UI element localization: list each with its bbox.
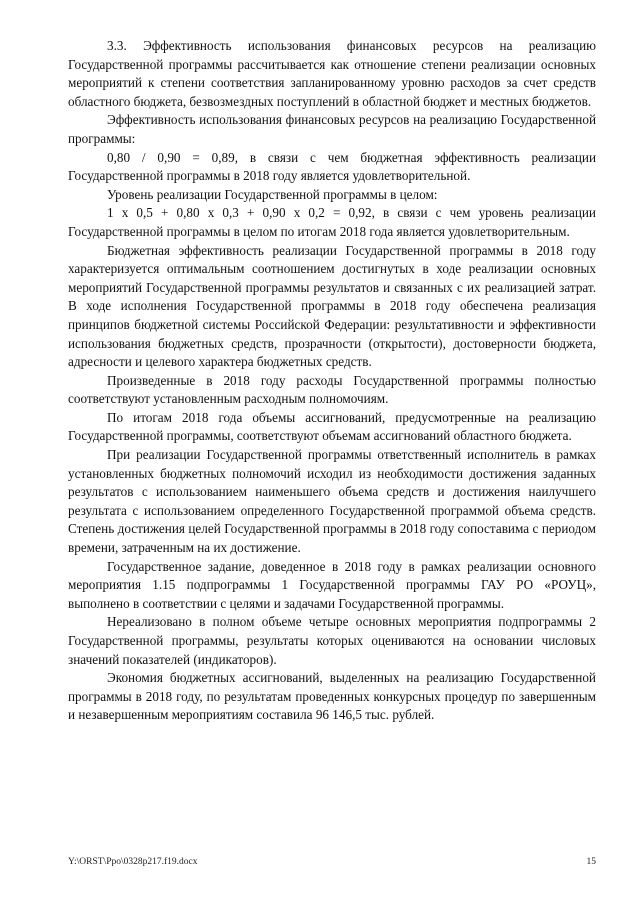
paragraph-expenditures-compliance: Произведенные в 2018 году расходы Государственной программы полностью соответствуют установленным расходным полномочиям. (68, 372, 596, 407)
paragraph-financial-efficiency-method: 3.3. Эффективность использования финансовых ресурсов на реализацию Государственной программы рассчитывается как отношение степени реализации основных мероприятий к степени соответствия запланированному уровню расходов за счет средств областного бюджета, безвозмездных поступлений в областной бюджет и местных бюджетов. (68, 38, 596, 109)
paragraph-financial-efficiency-heading: Эффективность использования финансовых ресурсов на реализацию Государственной программы: (68, 112, 596, 146)
paragraph-unfinished-measures: Нереализовано в полном объеме четыре основных мероприятия подпрограммы 2 Государственной программы, результаты которых оцениваются на основании числовых значений показателей (индикаторов). (68, 614, 596, 667)
paragraph-state-assignment: Государственное задание, доведенное в 2018 году в рамках реализации основного мероприятия 1.15 подпрограммы 1 Государственной программы ГАУ РО «РОУЦ», выполнено в соответствии с целями и задачами Государственной программы. (68, 558, 596, 611)
paragraph-overall-level-heading: Уровень реализации Государственной программы в целом: (107, 186, 438, 202)
paragraph-budget-savings: Экономия бюджетных ассигнований, выделенных на реализацию Государственной программы в 2018 году, по результатам проведенных конкурсных процедур по завершенным и незавершенным мероприятиям составила 96 146,5 тыс. рублей. (68, 670, 596, 723)
paragraph-budget-efficiency-calculation: 0,80 / 0,90 = 0,89, в связи с чем бюджетная эффективность реализации Государственной программы в 2018 году является удовлетворительной. (68, 149, 596, 184)
paragraph-responsible-executor: При реализации Государственной программы ответственный исполнитель в рамках установленных бюджетных полномочий исходил из необходимости достижения заданных результатов с использованием наименьшего объема средств и достижения наилучшего результата с использованием определенного Государственной программой объема средств. Степень достижения целей Государственной программы в 2018 году сопоставима с периодом времени, затраченным на их достижение. (68, 447, 596, 556)
paragraph-overall-level-calculation: 1 х 0,5 + 0,80 х 0,3 + 0,90 х 0,2 = 0,92, в связи с чем уровень реализации Государственной программы в целом по итогам 2018 года является удовлетворительным. (68, 205, 596, 239)
document-body (68, 37, 596, 725)
footer-file-path: Y:\ORST\Ppo\0328p217.f19.docx (68, 857, 198, 867)
paragraph-budget-efficiency-characteristics: Бюджетная эффективность реализации Государственной программы в 2018 году характеризуется оптимальным соотношением достигнутых в ходе реализации основных мероприятий Государственной программы результатов и связанных с их реализацией затрат. В ходе исполнения Государственной программы в 2018 году обеспечена реализация принципов бюджетной системы Российской Федерации: результативности и эффективности использования бюджетных средств, прозрачности (открытости), достоверности бюджета, адресности и целевого характера бюджетных средств. (68, 242, 596, 370)
paragraph-appropriations-compliance: По итогам 2018 года объемы ассигнований, предусмотренные на реализацию Государственной программы, соответствуют объемам ассигнований областного бюджета. (68, 409, 596, 444)
page-number: 15 (586, 857, 596, 867)
